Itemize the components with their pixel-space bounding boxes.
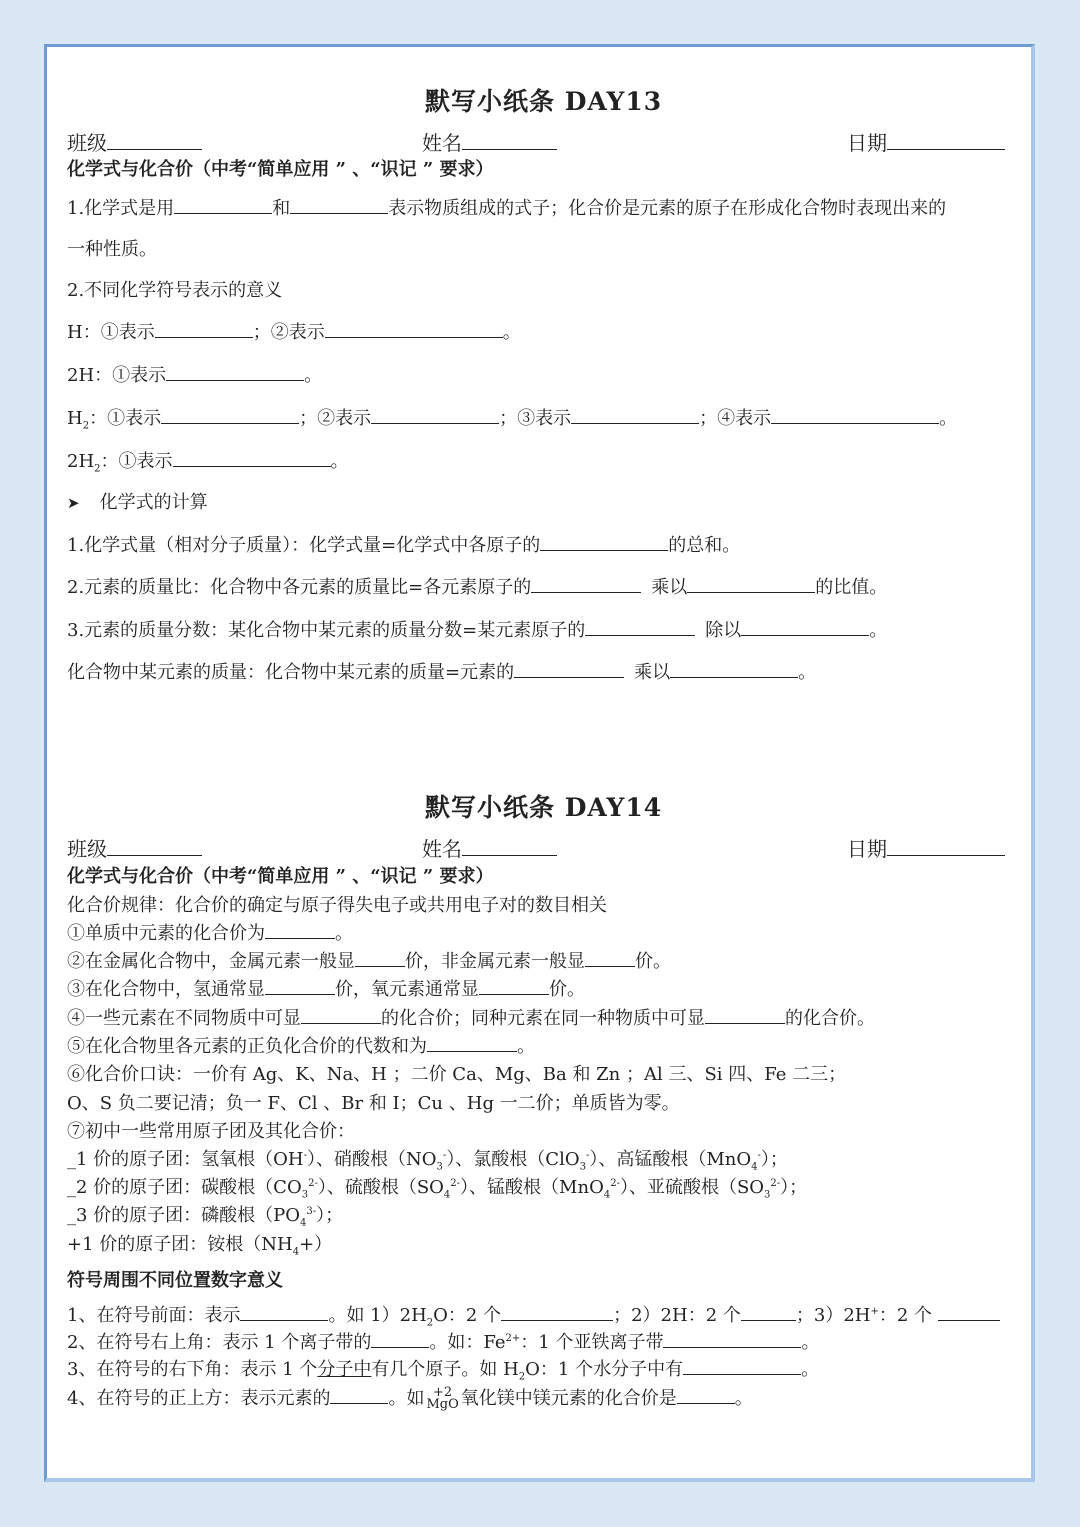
blank[interactable] [166, 361, 304, 381]
day14-group-minus2: _2 价的原子团：碳酸根$(CO_3^{2-})$、硫酸根$(SO_4^{2-})$、锰酸根（MnO$_4^{2-}$）、亚硫酸根$(SO_3^{2-})$； [67, 1177, 808, 1201]
day14-date-field [847, 833, 1005, 862]
blank[interactable] [427, 1032, 517, 1052]
day13-q2: 2.不同化学符号表示的意义 [67, 280, 283, 301]
blank[interactable] [355, 947, 405, 967]
blank[interactable] [479, 975, 549, 995]
day13-q1-line2: 一种性质。 [67, 239, 157, 260]
day14-s1: 1、在符号前面：表示 。如 $1)2H_2O$：2 个 ；2）2H：2 个 ；3）2H+：2 个 [67, 1301, 1000, 1329]
class-blank[interactable] [107, 128, 202, 150]
day14-s4: 4、在符号的正上方：表示元素的 。如 +2 MgO 氧化镁中镁元素的化合价是 。 [67, 1385, 753, 1412]
name-blank[interactable] [462, 834, 557, 856]
blank[interactable] [585, 616, 695, 636]
day13-c2: 2.元素的质量比：化合物中各元素的质量比=各元素原子的 乘以 的比值。 [67, 573, 887, 599]
blank[interactable] [155, 318, 253, 338]
blank[interactable] [371, 1328, 429, 1348]
day13-name-field [422, 127, 557, 156]
name-label: 姓名 [422, 837, 462, 861]
blank[interactable] [571, 404, 699, 424]
day13-date-field [847, 127, 1005, 156]
day13-h2-meaning: $H_2$：①表示 ；②表示 ；③表示 ；④表示 。 [67, 404, 957, 432]
day14-class-field [67, 833, 202, 862]
blank[interactable] [301, 1004, 381, 1024]
blank[interactable] [265, 919, 335, 939]
class-blank[interactable] [107, 834, 202, 856]
day14-symbol-heading: 符号周围不同位置数字意义 [67, 1270, 283, 1291]
blank[interactable] [514, 658, 624, 678]
day13-title: 默写小纸条 DAY13 [425, 87, 663, 116]
day14-r6-line2: O、S 负二要记清；负一 F、Cl 、Br 和 I；Cu 、Hg 一二价；单质皆为零。 [67, 1093, 680, 1114]
blank[interactable] [687, 573, 815, 593]
date-blank[interactable] [887, 128, 1005, 150]
blank[interactable] [683, 1355, 801, 1375]
blank[interactable] [663, 1328, 801, 1348]
day14-group-minus3: _3 价的原子团：磷酸根$(PO_4^{3-})$； [67, 1205, 344, 1229]
day13-calc-heading: ➤ 化学式的计算 [67, 492, 208, 513]
mgo-valence-notation: +2 MgO [426, 1385, 459, 1412]
day13-2h2-meaning: $2H_2$：①表示 。 [67, 447, 349, 475]
blank[interactable] [670, 658, 798, 678]
blank[interactable] [585, 947, 635, 967]
day13-2h-meaning: 2H：①表示 。 [67, 361, 322, 387]
blank[interactable] [161, 404, 299, 424]
date-label: 日期 [847, 837, 887, 861]
day13-section-heading: 化学式与化合价（中考“简单应用 ” 、“识记 ” 要求） [67, 159, 494, 180]
blank[interactable] [677, 1384, 735, 1404]
day13-c1: 1.化学式量（相对分子质量）：化学式量=化学式中各原子的 的总和。 [67, 531, 740, 557]
day14-r4: ④一些元素在不同物质中可显 的化合价；同种元素在同一种物质中可显 的化合价。 [67, 1004, 875, 1030]
day14-group-plus1: +1 价的原子团：铵根$(NH_4+)$ [67, 1234, 333, 1258]
day14-r1: ①单质中元素的化合价为 。 [67, 919, 353, 945]
class-label: 班级 [67, 131, 107, 155]
blank[interactable] [531, 573, 641, 593]
blank[interactable] [741, 1301, 796, 1321]
blank[interactable] [705, 1004, 785, 1024]
day14-s2: 2、在符号右上角：表示 1 个离子带的 。如：$Fe^{2+}$：1 个亚铁离子带 。 [67, 1328, 819, 1354]
blank[interactable] [741, 616, 869, 636]
blank[interactable] [173, 447, 331, 467]
day13-c4: 化合物中某元素的质量：化合物中某元素的质量=元素的 乘以 。 [67, 658, 816, 684]
day14-section-heading: 化学式与化合价（中考“简单应用 ” 、“识记 ” 要求） [67, 866, 494, 887]
day14-r2: ②在金属化合物中，金属元素一般显 价，非金属元素一般显 价。 [67, 947, 671, 973]
blank[interactable] [371, 404, 499, 424]
day13-c3: 3.元素的质量分数：某化合物中某元素的质量分数=某元素原子的 除以 。 [67, 616, 887, 642]
class-label: 班级 [67, 837, 107, 861]
day14-r3: ③在化合物中，氢通常显 价，氧元素通常显 价。 [67, 975, 585, 1001]
date-label: 日期 [847, 131, 887, 155]
day14-title: 默写小纸条 DAY14 [425, 793, 663, 822]
day14-r7: ⑦初中一些常用原子团及其化合价： [67, 1121, 355, 1142]
blank[interactable] [540, 531, 668, 551]
arrow-bullet-icon: ➤ [67, 494, 80, 512]
blank[interactable] [330, 1384, 388, 1404]
blank[interactable] [771, 404, 939, 424]
blank[interactable] [325, 318, 503, 338]
name-blank[interactable] [462, 128, 557, 150]
name-label: 姓名 [422, 131, 462, 155]
day14-r5: ⑤在化合物里各元素的正负化合价的代数和为 。 [67, 1032, 535, 1058]
blank[interactable] [501, 1301, 613, 1321]
blank[interactable] [938, 1301, 1000, 1321]
blank[interactable] [290, 194, 388, 214]
blank[interactable] [174, 194, 272, 214]
day14-rule: 化合价规律：化合价的确定与原子得失电子或共用电子对的数目相关 [67, 895, 607, 916]
date-blank[interactable] [887, 834, 1005, 856]
blank[interactable] [265, 975, 335, 995]
day14-name-field [422, 833, 557, 862]
day13-class-field [67, 127, 202, 156]
day13-q1-line1: 1.化学式是用 和 表示物质组成的式子；化合价是元素的原子在形成化合物时表现出来的 [67, 194, 946, 220]
day13-h-meaning: H：①表示 ；②表示 。 [67, 318, 521, 344]
day14-r6-line1: ⑥化合价口诀：一价有 Ag、K、Na、H ；二价 Ca、Mg、Ba 和 Zn ；Al 三、Si 四、Fe 二三； [67, 1064, 847, 1085]
day14-group-minus1: _1 价的原子团：氢氧根（OH-）、硝酸根$(NO_3^-)$、氯酸根（ClO$_3$-）、高锰酸根（MnO$_4$-）； [67, 1149, 788, 1173]
blank[interactable] [240, 1301, 328, 1321]
day14-s3: 3、在符号的右下角：表示 1 个分子中有几个原子。如 $H_2O$：1 个水分子中有 。 [67, 1355, 819, 1383]
